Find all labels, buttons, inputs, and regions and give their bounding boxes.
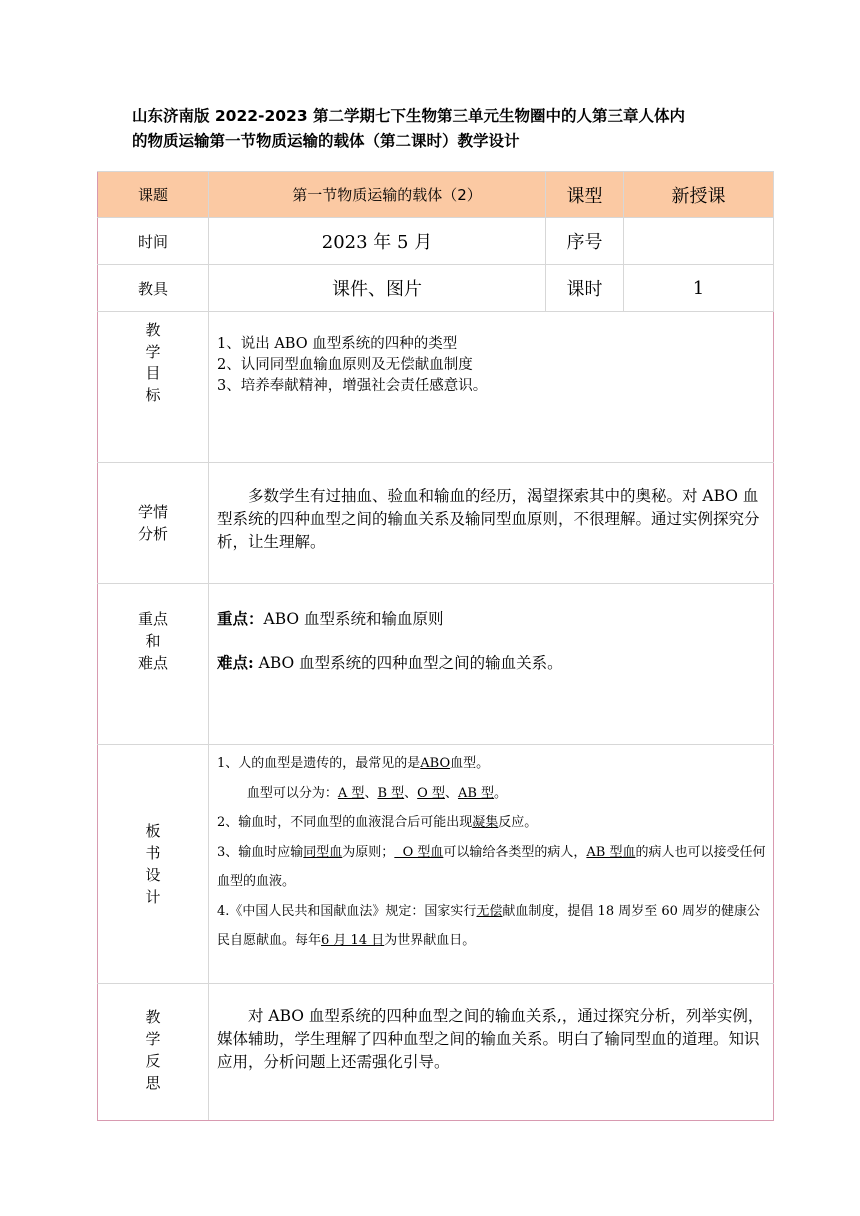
title-line-1: 山东济南版 2022-2023 第二学期七下生物第三单元生物圈中的人第三章人体内: [132, 107, 686, 125]
label-reflection: 教 学 反 思: [98, 984, 209, 1121]
analysis-content: [209, 463, 774, 584]
board-line-4: 3、输血时应输同型血为原则； O 型血可以输给各类型的病人，AB 型血的病人也可以接受任何血型的血液。: [217, 844, 766, 889]
label-type: 课型: [546, 172, 624, 218]
label-topic: 课题: [98, 172, 209, 218]
analysis-text: 多数学生有过抽血、验血和输血的经历，渴望探索其中的奥秘。对 ABO 血型系统的四种血型之间的输血关系及输同型血原则，不很理解。通过实例探究分析，让生理解。: [217, 487, 760, 551]
label-goals: 教 学 目 标: [98, 312, 209, 463]
row-tools: [98, 265, 774, 312]
row-key-points: [98, 584, 774, 745]
difficulty-label: 难点:: [217, 653, 254, 672]
reflection-text: 对 ABO 血型系统的四种血型之间的输血关系,，通过探究分析，列举实例，媒体辅助，学生理解了四种血型之间的输血关系。明白了输同型血的道理。知识应用，分析问题上还需强化引导。: [217, 1007, 764, 1071]
label-analysis: 学情 分析: [98, 463, 209, 584]
title-line-2: 的物质运输第一节物质运输的载体（第二课时）教学设计: [132, 132, 520, 150]
row-reflection: [98, 984, 774, 1121]
document-title: [132, 104, 772, 154]
value-time: 2023 年 5 月: [209, 218, 546, 265]
lesson-plan-table: [97, 171, 774, 1121]
label-board: 板 书 设 计: [98, 745, 209, 984]
value-periods: 1: [624, 265, 774, 312]
label-periods: 课时: [546, 265, 624, 312]
row-time: [98, 218, 774, 265]
reflection-content: [209, 984, 774, 1121]
goals-content: [209, 312, 774, 463]
value-tools: 课件、图片: [209, 265, 546, 312]
difficulty-text: ABO 血型系统的四种血型之间的输血关系。: [258, 654, 563, 672]
key-point-line: [217, 608, 767, 630]
label-serial: 序号: [546, 218, 624, 265]
key-points-content: [209, 584, 774, 745]
row-analysis: [98, 463, 774, 584]
label-time: 时间: [98, 218, 209, 265]
board-line-2: 血型可以分为：A 型、B 型、O 型、AB 型。: [246, 785, 508, 801]
board-line-1: 1、人的血型是遗传的，最常见的是ABO血型。: [217, 756, 490, 771]
label-tools: 教具: [98, 265, 209, 312]
value-serial: [624, 218, 774, 265]
key-point-label: 重点：: [217, 609, 264, 628]
board-line-3: 2、输血时，不同血型的血液混合后可能出现凝集反应。: [217, 815, 538, 830]
value-topic: 第一节物质运输的载体（2）: [209, 172, 546, 218]
value-type: 新授课: [624, 172, 774, 218]
key-point-text: ABO 血型系统和输血原则: [263, 610, 444, 628]
row-goals: [98, 312, 774, 463]
difficulty-line: [217, 652, 767, 674]
label-key-points: 重点 和 难点: [98, 584, 209, 745]
goal-item: 3、培养奉献精神，增强社会责任感意识。: [217, 378, 488, 394]
goal-item: 1、说出 ABO 血型系统的四种的类型: [217, 336, 458, 352]
row-board: [98, 745, 774, 984]
board-line-5: 4.《中国人民共和国献血法》规定：国家实行无偿献血制度，提倡 18 周岁至 60 周岁的健康公民自愿献血。每年6 月 14 日为世界献血日。: [217, 903, 761, 948]
goal-item: 2、认同同型血输血原则及无偿献血制度: [217, 357, 473, 373]
board-content: [209, 745, 774, 984]
row-topic: [98, 172, 774, 218]
